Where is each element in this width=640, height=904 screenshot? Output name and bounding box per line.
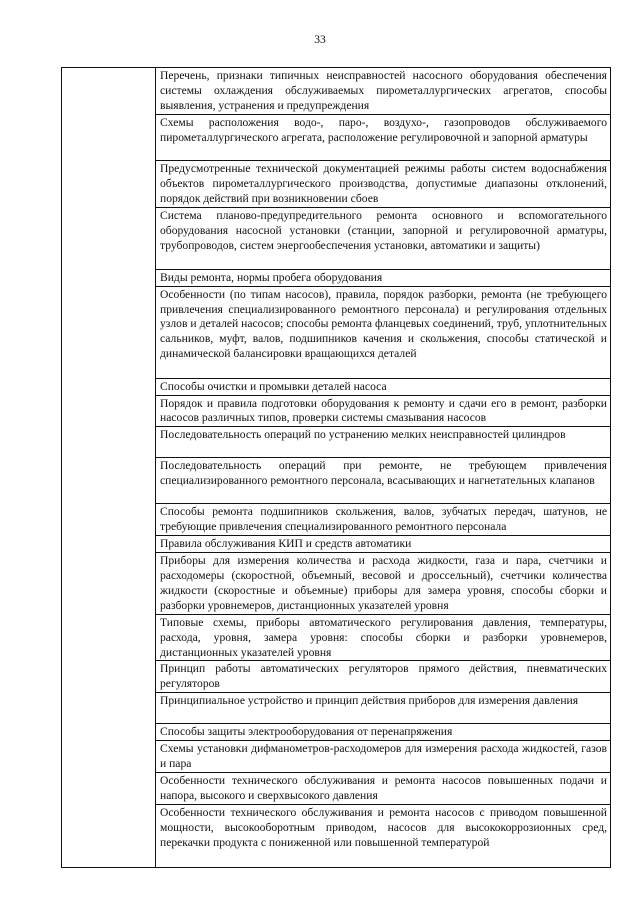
table-cell <box>156 286 611 378</box>
table-cell <box>156 160 611 207</box>
cell-text: Особенности технического обслуживания и ремонта насосов повышенных подачи и напора, высокого и сверхвысокого давления <box>160 773 607 802</box>
table-row <box>62 68 611 115</box>
table-cell <box>156 804 611 867</box>
cell-text: Способы защиты электрооборудования от перенапряжения <box>160 725 453 739</box>
cell-text: Последовательность операций при ремонте, не требующем привлечения специализированного ремонтного персонала, всасывающих и нагнетательных клапанов <box>160 459 607 488</box>
cell-text: Способы ремонта подшипников скольжения, валов, зубчатых передач, шатунов, не требующие привлечения специализированного ремонтного персонала <box>160 505 607 534</box>
table-cell <box>156 207 611 269</box>
table-cell <box>156 458 611 504</box>
cell-text: Виды ремонта, нормы пробега оборудования <box>160 270 383 284</box>
cell-text: Принцип работы автоматических регуляторов прямого действия, пневматических регуляторов <box>160 662 607 691</box>
cell-text: Схемы расположения водо-, паро-, воздухо-, газопроводов обслуживаемого пирометаллургического агрегата, расположение регулировочной и запорной арматуры <box>160 115 607 144</box>
cell-text: Порядок и правила подготовки оборудования к ремонту и сдачи его в ремонт, разборки насосов различных типов, проверки системы смазывания насосов <box>160 396 607 425</box>
table-cell <box>156 427 611 458</box>
table-cell <box>156 724 611 741</box>
cell-text: Последовательность операций по устранению мелких неисправностей цилиндров <box>160 428 566 442</box>
cell-text: Перечень, признаки типичных неисправностей насосного оборудования обеспечения системы охлаждения обслуживаемых пирометаллургических агрегатов, способы выявления, устранения и предупреждения <box>160 69 607 112</box>
table-cell <box>156 536 611 553</box>
cell-text: Принципиальное устройство и принцип действия приборов для измерения давления <box>160 694 579 708</box>
table-cell <box>156 614 611 661</box>
table-cell <box>156 68 611 115</box>
table-cell <box>156 269 611 286</box>
left-empty-column <box>62 68 156 868</box>
cell-text: Система планово-предупредительного ремонта основного и вспомогательного оборудования насосной установки (станции, запорной и регулировочной арматуры, трубопроводов, систем энергообеспечения установки, автоматики и защиты) <box>160 208 607 252</box>
table-cell <box>156 378 611 395</box>
cell-text: Предусмотренные технической документацией режимы работы систем водоснабжения объектов пирометаллургического производства, допустимые диапазоны отклонений, порядок действий при возникновении сбоев <box>160 161 607 205</box>
cell-text: Особенности (по типам насосов), правила, порядок разборки, ремонта (не требующего привлечения специализированного ремонтного персонала) и регулирования отдельных узлов и деталей насосов; способы ремонта фланцевых соединений, труб, уплотнительных сальников, муфт, валов, подшипников качения и скольжения, способы статической и динамической балансировки вращающихся деталей <box>160 287 607 361</box>
requirements-table <box>61 67 611 868</box>
cell-text: Особенности технического обслуживания и ремонта насосов с приводом повышенной мощности, высокооборотным приводом, насосов для высококоррозионных сред, перекачки продукта с пониженной или повышенной температурой <box>160 805 607 849</box>
cell-text: Типовые схемы, приборы автоматического регулирования давления, температуры, расхода, уровня, замера уровня: способы сборки и разборки уровнемеров, дистанционных указателей уровня <box>160 615 607 659</box>
table-cell <box>156 772 611 804</box>
table-cell <box>156 504 611 536</box>
table-cell <box>156 553 611 615</box>
table-cell <box>156 114 611 160</box>
table-cell <box>156 395 611 427</box>
table-cell <box>156 661 611 693</box>
table-cell <box>156 741 611 773</box>
cell-text: Схемы установки дифманометров-расходомеров для измерения расхода жидкостей, газов и пара <box>160 742 607 771</box>
table-cell <box>156 693 611 724</box>
cell-text: Правила обслуживания КИП и средств автоматики <box>160 537 412 551</box>
page-number: 33 <box>314 34 326 46</box>
cell-text: Приборы для измерения количества и расхода жидкости, газа и пара, счетчики и расходомеры (скоростной, объемный, весовой и дроссельный), счетчики количества жидкости (скоростные и объемные) приборы для замера уровня, способы сборки и разборки уровнемеров, дистанционных указателей уровня <box>160 554 607 612</box>
cell-text: Способы очистки и промывки деталей насоса <box>160 379 387 393</box>
